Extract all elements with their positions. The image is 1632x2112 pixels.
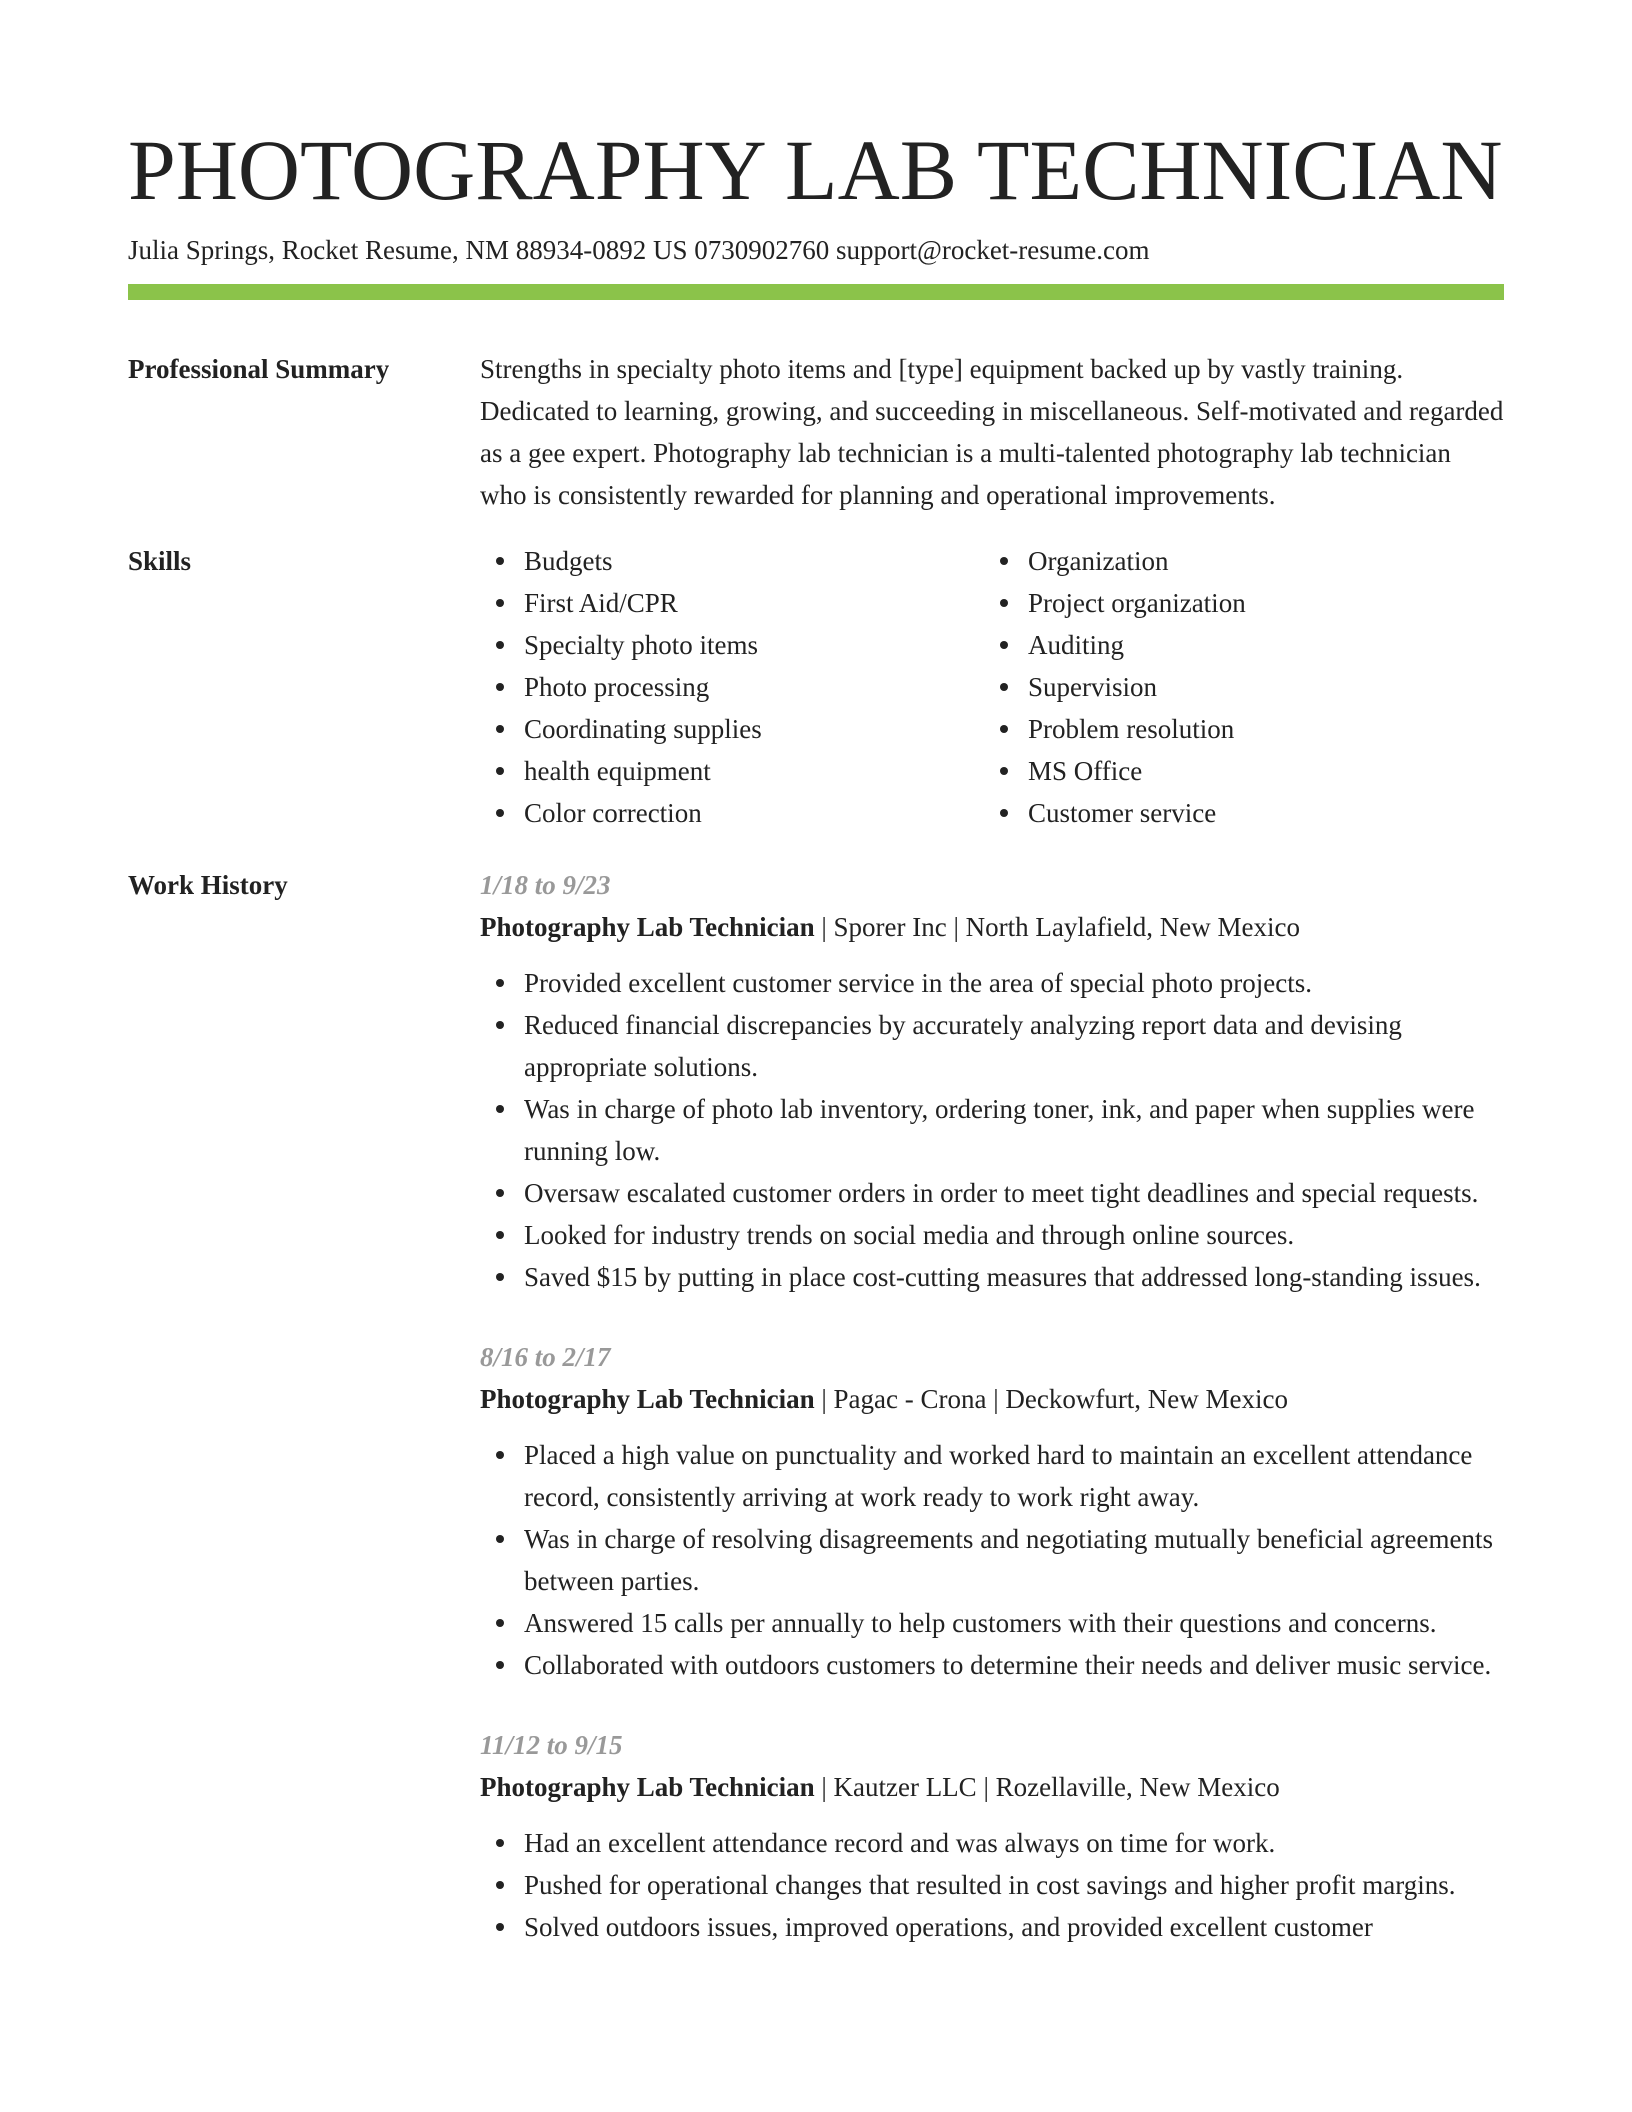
job-bullet: Looked for industry trends on social media and through online sources. bbox=[480, 1214, 1504, 1256]
job-bullet: Was in charge of photo lab inventory, ordering toner, ink, and paper when supplies were running low. bbox=[480, 1088, 1504, 1172]
skills-list-left bbox=[480, 540, 984, 834]
job-location: Deckowfurt, New Mexico bbox=[1005, 1384, 1289, 1414]
separator: | bbox=[814, 1384, 834, 1414]
accent-divider bbox=[128, 284, 1504, 300]
job-bullets bbox=[480, 962, 1504, 1298]
job-bullet: Answered 15 calls per annually to help customers with their questions and concerns. bbox=[480, 1602, 1504, 1644]
job-dates: 8/16 to 2/17 bbox=[480, 1342, 611, 1372]
job-entry bbox=[480, 1724, 1504, 1948]
job-heading bbox=[480, 1378, 1504, 1420]
skill-item: Auditing bbox=[984, 624, 1488, 666]
work-history-section bbox=[128, 864, 1504, 1986]
job-entry bbox=[480, 1336, 1504, 1686]
skill-item: Customer service bbox=[984, 792, 1488, 834]
job-entry bbox=[480, 864, 1504, 1298]
section-label-work: Work History bbox=[128, 870, 288, 900]
job-dates: 1/18 to 9/23 bbox=[480, 870, 611, 900]
skill-item: Coordinating supplies bbox=[480, 708, 984, 750]
job-company: Sporer Inc bbox=[833, 912, 947, 942]
job-bullet: Had an excellent attendance record and was always on time for work. bbox=[480, 1822, 1504, 1864]
skill-item: health equipment bbox=[480, 750, 984, 792]
job-bullet: Solved outdoors issues, improved operations, and provided excellent customer bbox=[480, 1906, 1504, 1948]
job-bullet: Collaborated with outdoors customers to determine their needs and deliver music service. bbox=[480, 1644, 1504, 1686]
skill-item: Budgets bbox=[480, 540, 984, 582]
job-bullet: Provided excellent customer service in the area of special photo projects. bbox=[480, 962, 1504, 1004]
contact-line: Julia Springs, Rocket Resume, NM 88934-0892 US 0730902760 support@rocket-resume.com bbox=[128, 235, 1150, 265]
skill-item: Project organization bbox=[984, 582, 1488, 624]
job-bullets bbox=[480, 1822, 1504, 1948]
job-bullet: Placed a high value on punctuality and worked hard to maintain an excellent attendance record, consistently arriving at work ready to work right away. bbox=[480, 1434, 1504, 1518]
skill-item: MS Office bbox=[984, 750, 1488, 792]
job-company: Kautzer LLC bbox=[833, 1772, 977, 1802]
job-bullet: Pushed for operational changes that resulted in cost savings and higher profit margins. bbox=[480, 1864, 1504, 1906]
summary-text: Strengths in specialty photo items and [type] equipment backed up by vastly training. Dedicated to learning, growing, and succeeding in miscellaneous. Self-motivated and regarded as a gee expert. Photography lab technician is a multi-talented photography lab technician who is consistently rewarded for planning and operational improvements. bbox=[480, 354, 1504, 510]
job-bullet: Oversaw escalated customer orders in order to meet tight deadlines and special requests. bbox=[480, 1172, 1504, 1214]
job-location: North Laylafield, New Mexico bbox=[965, 912, 1301, 942]
separator: | bbox=[986, 1384, 1006, 1414]
job-bullets bbox=[480, 1434, 1504, 1686]
separator: | bbox=[976, 1772, 996, 1802]
job-title: Photography Lab Technician bbox=[480, 1384, 815, 1414]
job-title: Photography Lab Technician bbox=[480, 1772, 815, 1802]
resume-title: PHOTOGRAPHY LAB TECHNICIAN bbox=[128, 122, 1503, 218]
job-dates: 11/12 to 9/15 bbox=[480, 1730, 623, 1760]
resume-page bbox=[128, 120, 1504, 1986]
skills-section bbox=[128, 540, 1504, 834]
skill-item: Organization bbox=[984, 540, 1488, 582]
job-bullet: Saved $15 by putting in place cost-cutting measures that addressed long-standing issues. bbox=[480, 1256, 1504, 1298]
work-history-body bbox=[480, 864, 1504, 1986]
professional-summary-section bbox=[128, 348, 1504, 516]
skill-item: Problem resolution bbox=[984, 708, 1488, 750]
job-heading bbox=[480, 1766, 1504, 1808]
skill-item: Supervision bbox=[984, 666, 1488, 708]
section-label-summary: Professional Summary bbox=[128, 354, 390, 384]
section-label-skills: Skills bbox=[128, 546, 192, 576]
skill-item: First Aid/CPR bbox=[480, 582, 984, 624]
job-title: Photography Lab Technician bbox=[480, 912, 815, 942]
job-location: Rozellaville, New Mexico bbox=[995, 1772, 1280, 1802]
skill-item: Color correction bbox=[480, 792, 984, 834]
skills-list-right bbox=[984, 540, 1488, 834]
job-bullet: Reduced financial discrepancies by accurately analyzing report data and devising appropriate solutions. bbox=[480, 1004, 1504, 1088]
job-heading bbox=[480, 906, 1504, 948]
separator: | bbox=[814, 912, 834, 942]
separator: | bbox=[946, 912, 966, 942]
skills-columns bbox=[480, 540, 1504, 834]
skill-item: Specialty photo items bbox=[480, 624, 984, 666]
job-company: Pagac - Crona bbox=[833, 1384, 987, 1414]
skill-item: Photo processing bbox=[480, 666, 984, 708]
separator: | bbox=[814, 1772, 834, 1802]
job-bullet: Was in charge of resolving disagreements and negotiating mutually beneficial agreements between parties. bbox=[480, 1518, 1504, 1602]
